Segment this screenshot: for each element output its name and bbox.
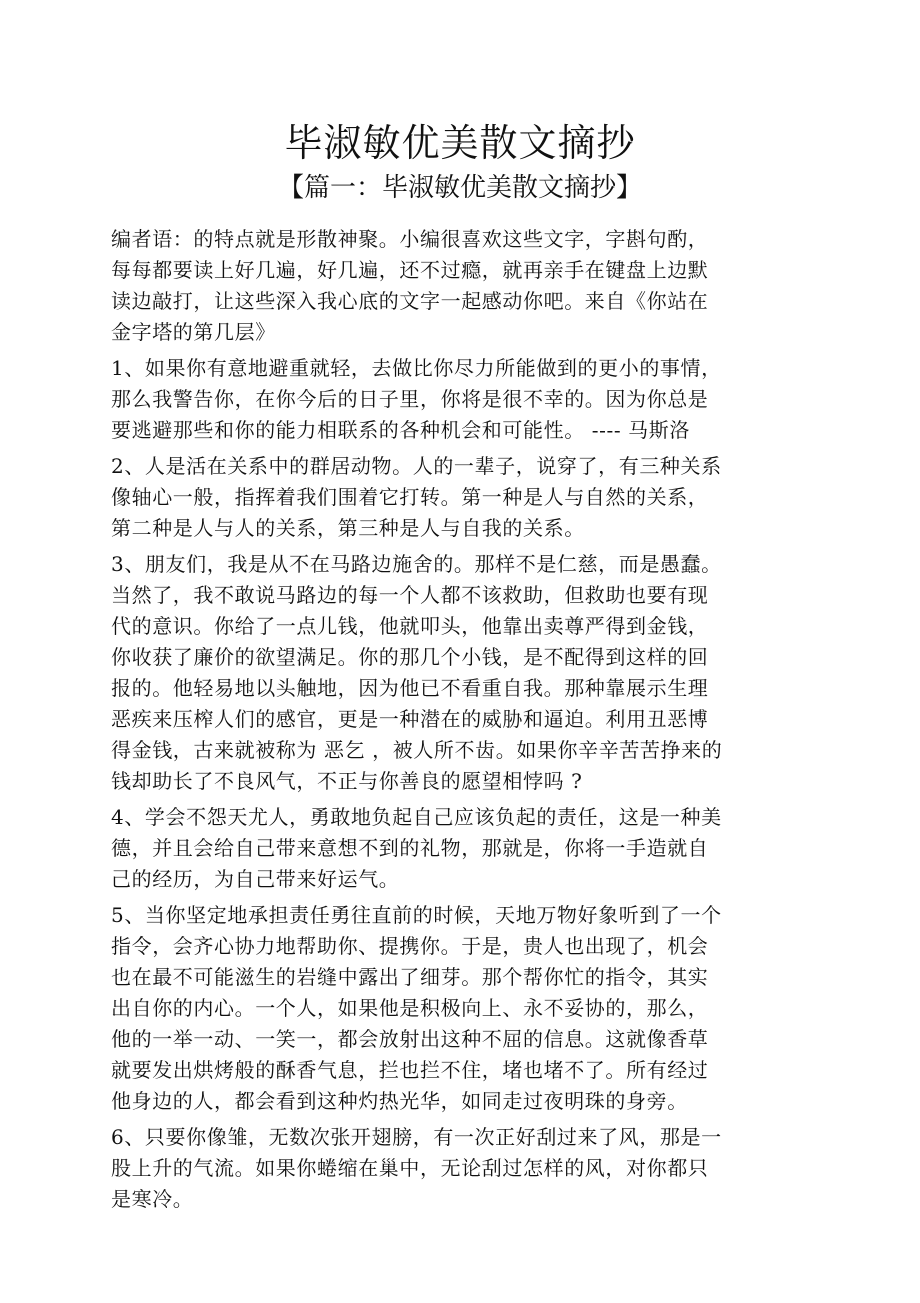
text-line: 像轴心一般，指挥着我们围着它打转。第一种是人与自然的关系， xyxy=(111,485,709,509)
text-line: 每每都要读上好几遍，好几遍，还不过瘾，就再亲手在键盘上边默 xyxy=(111,258,709,282)
text-line: 读边敲打，让这些深入我心底的文字一起感动你吧。来自《你站在 xyxy=(111,289,709,313)
text-line: 1、如果你有意地避重就轻，去做比你尽力所能做到的更小的事情， xyxy=(111,356,722,380)
text-line: 德，并且会给自己带来意想不到的礼物，那就是，你将一手造就自 xyxy=(111,836,709,860)
text-line: 第二种是人与人的关系，第三种是人与自我的关系。 xyxy=(111,516,585,540)
section-heading: 【篇一：毕淑敏优美散文摘抄】 xyxy=(277,173,642,203)
text-line: 得金钱，古来就被称为 恶乞 ，被人所不齿。如果你辛辛苦苦挣来的 xyxy=(111,738,723,762)
text-line: 钱却助长了不良风气，不正与你善良的愿望相悖吗 ? xyxy=(111,769,583,793)
text-line: 要逃避那些和你的能力相联系的各种机会和可能性。 ---- 马斯洛 xyxy=(111,418,690,442)
document-title: 毕淑敏优美散文摘抄 xyxy=(284,121,636,165)
text-line: 恶疾来压榨人们的感官，更是一种潜在的威胁和逼迫。利用丑恶博 xyxy=(111,707,709,731)
article-body xyxy=(111,224,771,1215)
text-line: 6、只要你像雏，无数次张开翅膀，有一次正好刮过来了风，那是一 xyxy=(111,1125,722,1149)
text-line: 5、当你坚定地承担责任勇往直前的时候，天地万物好象听到了一个 xyxy=(111,903,722,927)
text-line: 金字塔的第几层》 xyxy=(111,320,276,344)
quote-paragraph-3 xyxy=(111,549,771,797)
text-line: 股上升的气流。如果你蜷缩在巢中，无论刮过怎样的风，对你都只 xyxy=(111,1156,709,1180)
text-line: 指令，会齐心协力地帮助你、提携你。于是，贵人也出现了，机会 xyxy=(111,934,709,958)
text-line: 你收获了廉价的欲望满足。你的那几个小钱，是不配得到这样的回 xyxy=(111,645,709,669)
text-line: 代的意识。你给了一点儿钱，他就叩头，他靠出卖尊严得到金钱， xyxy=(111,614,709,638)
quote-paragraph-1 xyxy=(111,353,771,446)
quote-paragraph-4 xyxy=(111,802,771,895)
text-line: 是寒冷。 xyxy=(111,1187,194,1211)
text-line: 他的一举一动、一笑一，都会放射出这种不屈的信息。这就像香草 xyxy=(111,1027,709,1051)
text-line: 出自你的内心。一个人，如果他是积极向上、永不妥协的，那么， xyxy=(111,996,709,1020)
editor-note-paragraph xyxy=(111,224,771,348)
text-line: 他身边的人，都会看到这种灼热光华，如同走过夜明珠的身旁。 xyxy=(111,1089,688,1113)
text-line: 报的。他轻易地以头触地，因为他已不看重自我。那种靠展示生理 xyxy=(111,676,709,700)
text-line: 就要发出烘烤般的酥香气息，拦也拦不住，堵也堵不了。所有经过 xyxy=(111,1058,709,1082)
text-line: 3、朋友们，我是从不在马路边施舍的。那样不是仁慈，而是愚蠢。 xyxy=(111,552,722,576)
quote-paragraph-2 xyxy=(111,451,771,544)
text-line: 编者语：的特点就是形散神聚。小编很喜欢这些文字，字斟句酌， xyxy=(111,227,709,251)
text-line: 己的经历，为自己带来好运气。 xyxy=(111,867,400,891)
text-line: 那么我警告你，在你今后的日子里，你将是很不幸的。因为你总是 xyxy=(111,387,709,411)
text-line: 当然了，我不敢说马路边的每一个人都不该救助，但救助也要有现 xyxy=(111,583,709,607)
text-line: 也在最不可能滋生的岩缝中露出了细芽。那个帮你忙的指令，其实 xyxy=(111,965,709,989)
text-line: 4、学会不怨天尤人，勇敢地负起自己应该负起的责任，这是一种美 xyxy=(111,805,722,829)
quote-paragraph-6 xyxy=(111,1122,771,1215)
text-line: 2、人是活在关系中的群居动物。人的一辈子，说穿了，有三种关系 xyxy=(111,454,722,478)
quote-paragraph-5 xyxy=(111,900,771,1117)
